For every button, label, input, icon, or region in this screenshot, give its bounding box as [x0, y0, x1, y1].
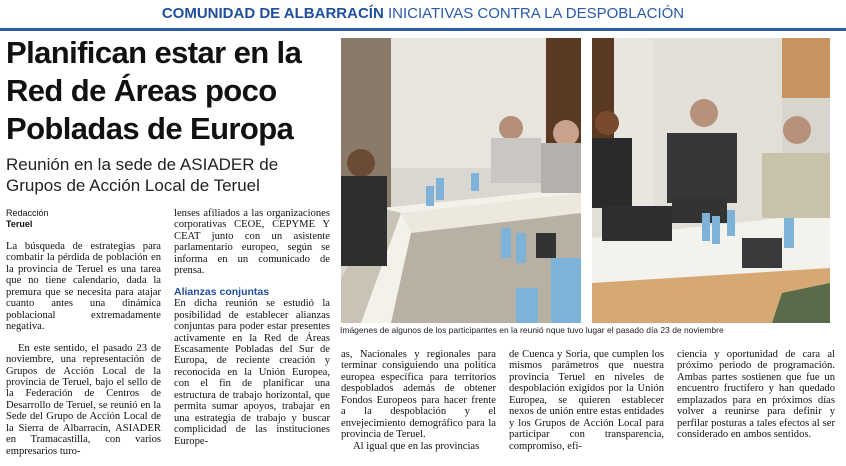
paragraph: La búsqueda de estrategias para combatir la pérdida de población en la provincia de Teruel es una tarea que no tiene calendario, dada la premura que se necesita para atajar cuanto antes una dinámica poblacional extremadamente negativa. — [6, 241, 161, 333]
section-name: COMUNIDAD DE ALBARRACÍN — [161, 5, 384, 22]
section-header — [0, 0, 846, 31]
byline — [6, 208, 49, 230]
headline-line-3: Pobladas de Europa — [6, 111, 294, 146]
paragraph: as, Nacionales y regionales para terminar consiguiendo una política europea específica para territorios despoblados además de obtener Fondos Europeos para hacer frente a la despoblación y el envejecimiento demográfico para la provincia de Teruel. — [341, 349, 496, 441]
headline-line-2: Red de Áreas poco — [6, 73, 277, 108]
headline — [6, 34, 336, 148]
paragraph: lenses afiliados a las organizaciones corporativas CEOE, CEPYME Y CEAT junto con un asistente parlamentario europeo, según se informa en un comunicado de prensa. — [174, 208, 330, 277]
paragraph: En dicha reunión se estudió la posibilidad de establecer alianzas conjuntas para poder estar presentes activamente en la Red de Áreas Escasamente Pobladas del Sur de Europa, de reciente creación y reconocida en la Unión Europea, con el fin de planificar una estructura de trabajo horizontal, que permita sumar apoyos, trabajar en una estrategia de trabajo y buscar complicidad de las instituciones Europe- — [174, 298, 330, 447]
section-topic: INICIATIVAS CONTRA LA DESPOBLACIÓN — [387, 5, 685, 22]
byline-label: Redacción — [6, 208, 49, 218]
text-column-1 — [6, 241, 161, 463]
paragraph: Al igual que en las provincias — [353, 440, 480, 452]
paragraph: En este sentido, el pasado 23 de noviembre, una representación de Grupos de Acción Local de la provincia de Teruel, bajo el sello de la Federación de Centros de Desarrollo de Teruel, se reunió en la Sede del Grupo de Acción Local de la Sierra de Albarracín, ASIADER en Tramacastilla, con varios empresarios turo- — [6, 342, 161, 457]
paragraph: de Cuenca y Soria, que cumplen los mismos parámetros que nuestra provincia Teruel en niveles de despoblación exigidos por la Unión Europea, se quieren establecer nexos de unión entre estas entidades y los Grupos de Acción Local para participar con transparencia, compromiso, efi- — [509, 349, 664, 452]
subheading-alianzas: Alianzas conjuntas — [174, 285, 270, 298]
photo-caption: Imágenes de algunos de los participantes en la reunió nque tuvo lugar el pasado día 23 de noviembre — [340, 325, 724, 335]
text-column-5 — [677, 349, 835, 463]
subheadline-line-1: Reunión en la sede de ASIADER de — [6, 155, 279, 174]
headline-line-1: Planifican estar en la — [6, 35, 302, 70]
paragraph: ciencia y oportunidad de cara al próximo periodo de programación. Ambas partes sostienen que fue un encuentro fructífero y han quedado emplazados para en próximos días volver a reunirse para definir y perfilar posturas a tales efectos al ser considerado en ambos sentidos. — [677, 349, 835, 441]
subheadline-line-2: Grupos de Acción Local de Teruel — [6, 176, 260, 195]
text-column-3 — [341, 349, 496, 463]
text-column-2 — [174, 208, 330, 463]
byline-place: Teruel — [6, 219, 33, 229]
meeting-photo-left — [341, 38, 581, 323]
subheadline — [6, 154, 336, 196]
meeting-photo-right — [592, 38, 830, 323]
text-column-4 — [509, 349, 664, 463]
